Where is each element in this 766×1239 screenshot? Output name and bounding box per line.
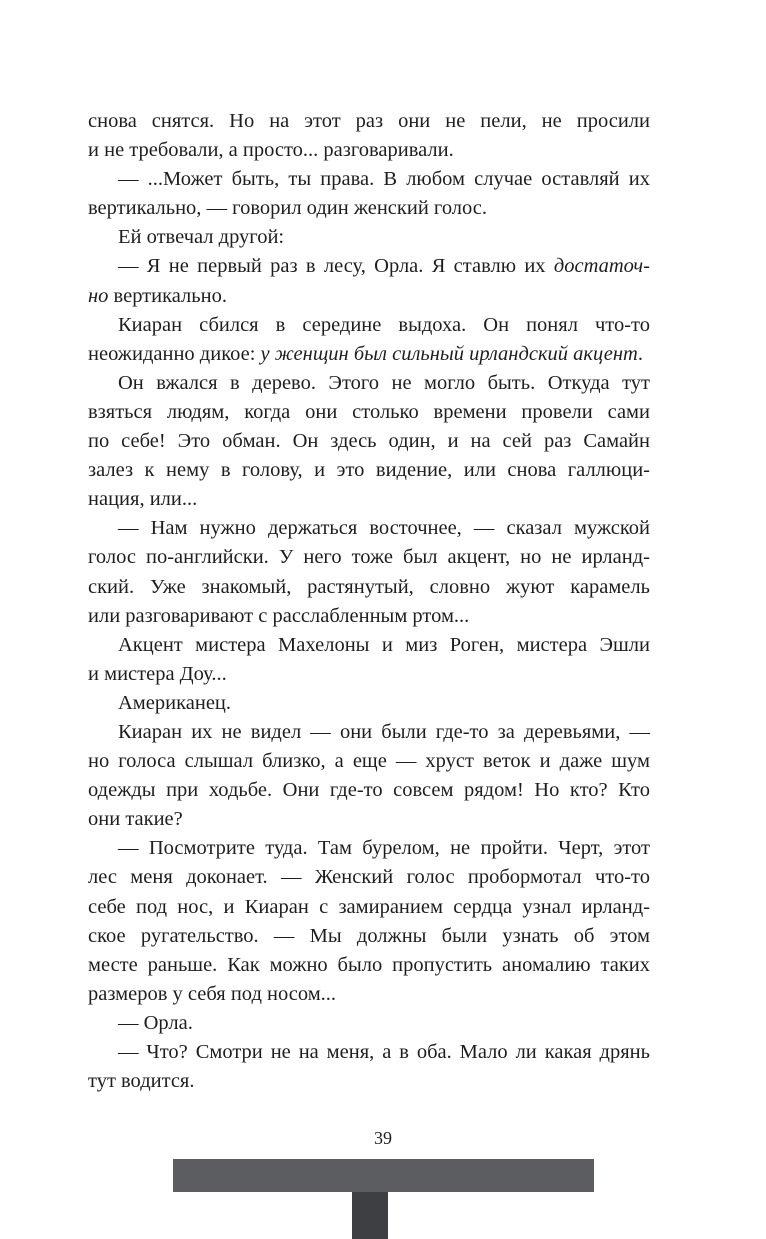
italic-text: но — [88, 284, 109, 307]
line-text: себе под нос, и Киаран с замиранием сердца узнал ирланд- — [88, 895, 650, 918]
line-text: месте раньше. Как можно было пропустить аномалию таких — [88, 953, 650, 976]
italic-text: у женщин был сильный ирландский акцент — [260, 342, 638, 365]
text-line — [88, 485, 650, 514]
text-line — [88, 834, 650, 863]
line-text: . — [637, 342, 643, 365]
page-body-text — [88, 107, 650, 1096]
text-line — [88, 1067, 650, 1096]
line-text: но голоса слышал близко, а еще — хруст веток и даже шум — [88, 750, 650, 773]
line-text: по себе! Это обман. Он здесь один, и на сей раз Самайн — [88, 430, 650, 453]
line-text: — Орла. — [118, 1011, 193, 1034]
text-line — [88, 311, 650, 340]
text-line — [88, 980, 650, 1009]
footer-decorative-bar — [173, 1159, 594, 1192]
page-number: 39 — [374, 1128, 392, 1148]
line-text: Киаран их не видел — они были где-то за деревьями, — — [118, 720, 650, 743]
line-text: Американец. — [118, 691, 232, 714]
text-line — [88, 573, 650, 602]
line-text: Ей отвечал другой: — [118, 226, 285, 249]
text-line — [88, 194, 650, 223]
line-text: ское ругательство. — Мы должны были узнать об этом — [88, 924, 650, 947]
text-line — [88, 369, 650, 398]
text-line — [88, 282, 650, 311]
text-line — [88, 893, 650, 922]
line-text: — ...Может быть, ты права. В любом случае оставляй их — [118, 168, 650, 191]
line-text: неожиданно дикое: — [88, 342, 261, 365]
line-text: залез к нему в голову, и это видение, или снова галлюци- — [88, 459, 650, 482]
line-text: размеров у себя под носом... — [88, 982, 337, 1005]
line-text: вертикально, — говорил один женский голос. — [88, 197, 488, 220]
text-line — [88, 922, 650, 951]
text-line — [88, 660, 650, 689]
line-text: они такие? — [88, 808, 183, 831]
text-line — [88, 107, 650, 136]
line-text: и мистера Доу... — [88, 662, 227, 685]
text-line — [88, 543, 650, 572]
line-text: Акцент мистера Махелоны и миз Роген, мистера Эшли — [118, 633, 650, 656]
line-text: — Что? Смотри не на меня, а в оба. Мало ли какая дрянь — [118, 1041, 650, 1063]
text-line — [88, 427, 650, 456]
text-line — [88, 1009, 650, 1038]
line-text: — Я не первый раз в лесу, Орла. Я ставлю их — [118, 255, 554, 278]
text-line — [88, 165, 650, 194]
line-text: — Посмотрите туда. Там бурелом, не пройти. Черт, этот — [118, 837, 650, 860]
text-line — [88, 252, 650, 281]
text-line — [88, 1038, 650, 1067]
line-text: или разговаривают с расслабленным ртом... — [88, 604, 470, 627]
italic-text: достаточ- — [553, 255, 650, 278]
text-line — [88, 514, 650, 543]
text-line — [88, 136, 650, 165]
text-line — [88, 776, 650, 805]
text-line — [88, 689, 650, 718]
line-text: Киаран сбился в середине выдоха. Он понял что-то — [118, 313, 650, 336]
text-line — [88, 340, 650, 369]
footer-decorative-tab — [352, 1192, 388, 1239]
line-text: и не требовали, а просто... разговаривали. — [88, 139, 454, 162]
line-text: вертикально. — [108, 284, 227, 307]
text-line — [88, 805, 650, 834]
line-text: снова снятся. Но на этот раз они не пели, не просили — [88, 110, 650, 132]
line-text: взяться людям, когда они столько времени провели сами — [88, 400, 650, 423]
text-line — [88, 456, 650, 485]
line-text: ский. Уже знакомый, растянутый, словно жуют карамель — [88, 575, 650, 598]
text-line — [88, 398, 650, 427]
text-line — [88, 602, 650, 631]
line-text: одежды при ходьбе. Они где-то совсем рядом! Но кто? Кто — [88, 779, 650, 802]
line-text: нация, или... — [88, 488, 198, 511]
line-text: Он вжался в дерево. Этого не могло быть. Откуда тут — [118, 371, 650, 394]
text-line — [88, 863, 650, 892]
text-line — [88, 718, 650, 747]
line-text: тут водится. — [88, 1070, 195, 1093]
text-line — [88, 951, 650, 980]
line-text: — Нам нужно держаться восточнее, — сказал мужской — [118, 517, 650, 540]
line-text: голос по-английски. У него тоже был акцент, но не ирланд- — [88, 546, 650, 569]
text-line — [88, 631, 650, 660]
line-text: лес меня доконает. — Женский голос пробормотал что-то — [88, 866, 650, 889]
text-line — [88, 223, 650, 252]
text-line — [88, 747, 650, 776]
